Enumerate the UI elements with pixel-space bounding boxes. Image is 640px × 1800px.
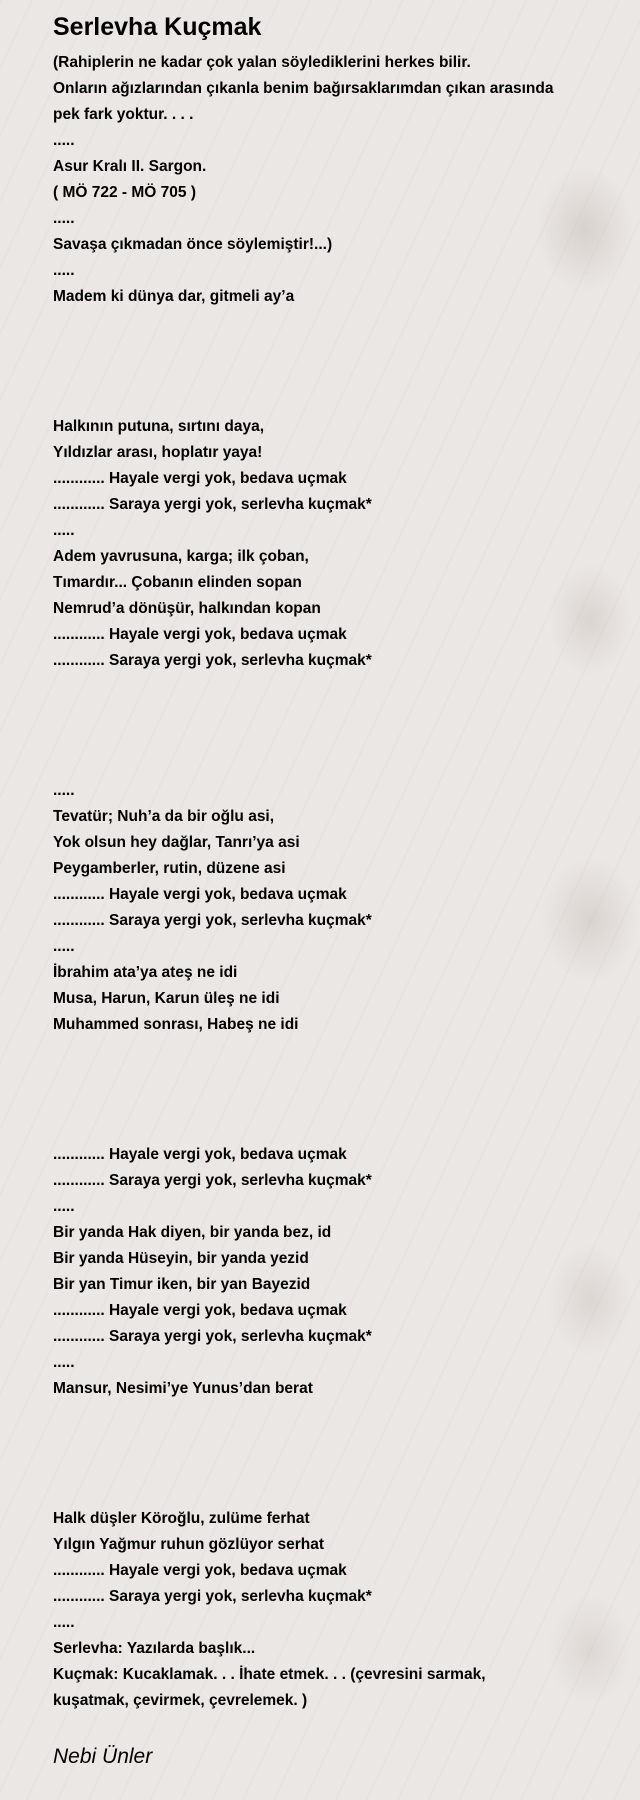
poem-line: ............ Saraya yergi yok, serlevha kuçmak* [53,496,372,513]
poem-line: Peygamberler, rutin, düzene asi [53,860,286,877]
poem-line: Tevatür; Nuh’a da bir oğlu asi, [53,808,275,825]
stanza-gap [53,1454,613,1480]
poem-line: ..... [53,1614,75,1631]
poem-line: Halk düşler Köroğlu, zulüme ferhat [53,1510,310,1527]
stanza-gap [53,1038,613,1064]
poem-title: Serlevha Kuçmak [53,13,262,41]
poem-line: Serlevha: Yazılarda başlık... [53,1640,256,1657]
stanza-gap [53,1480,613,1506]
stanza-gap [53,1090,613,1116]
poem-line: ..... [53,1198,75,1215]
poem-line: Bir yan Timur iken, bir yan Bayezid [53,1276,311,1293]
poem-line: ............ Hayale vergi yok, bedava uçmak [53,1562,347,1579]
poem-line: Adem yavrusuna, karga; ilk çoban, [53,548,309,565]
poem-line: ............ Saraya yergi yok, serlevha kuçmak* [53,652,372,669]
poem-line: ..... [53,262,75,279]
stanza-gap [53,1428,613,1454]
poem-line: ............ Hayale vergi yok, bedava uçmak [53,626,347,643]
poem-line: Yılgın Yağmur ruhun gözlüyor serhat [53,1536,325,1553]
poem-line: (Rahiplerin ne kadar çok yalan söylediklerini herkes bilir. [53,54,471,71]
poem-line: Yok olsun hey dağlar, Tanrı’ya asi [53,834,300,851]
poem-line: pek fark yoktur. . . . [53,106,194,123]
poem-line: ( MÖ 722 - MÖ 705 ) [53,184,196,201]
stanza-gap [53,362,613,388]
poem-line: ............ Hayale vergi yok, bedava uçmak [53,1302,347,1319]
poem-line: Mansur, Nesimi’ye Yunus’dan berat [53,1380,313,1397]
stanza-gap [53,388,613,414]
poem-line: Onların ağızlarından çıkanla benim bağırsaklarımdan çıkan arasında [53,80,554,97]
poem-line: Tımardır... Çobanın elinden sopan [53,574,302,591]
poem-author[interactable]: Nebi Ünler [53,1745,153,1768]
poem-line: ..... [53,522,75,539]
poem-line: Musa, Harun, Karun üleş ne idi [53,990,280,1007]
poem-line: İbrahim ata’ya ateş ne idi [53,964,238,981]
poem-line: Muhammed sonrası, Habeş ne idi [53,1016,299,1033]
poem-line: ............ Saraya yergi yok, serlevha kuçmak* [53,1588,372,1605]
poem-line: Asur Kralı II. Sargon. [53,158,207,175]
poem-line: ............ Hayale vergi yok, bedava uçmak [53,886,347,903]
poem-line: Nemrud’a dönüşür, halkından kopan [53,600,321,617]
poem-line: ............ Saraya yergi yok, serlevha kuçmak* [53,1328,372,1345]
poem-line: Bir yanda Hak diyen, bir yanda bez, id [53,1224,332,1241]
stanza-gap [53,752,613,778]
stanza-gap [53,726,613,752]
poem-line: ............ Saraya yergi yok, serlevha kuçmak* [53,1172,372,1189]
stanza-gap [53,1116,613,1142]
stanza-gap [53,336,613,362]
poem-line: Madem ki dünya dar, gitmeli ay’a [53,288,295,305]
poem-line: ............ Saraya yergi yok, serlevha kuçmak* [53,912,372,929]
poem-page [53,10,613,1770]
poem-line: ..... [53,132,75,149]
poem-line: Yıldızlar arası, hoplatır yaya! [53,444,263,461]
poem-line: Halkının putuna, sırtını daya, [53,418,265,435]
poem-line: Bir yanda Hüseyin, bir yanda yezid [53,1250,309,1267]
poem-line: ..... [53,210,75,227]
stanza-gap [53,700,613,726]
poem-line: ............ Hayale vergi yok, bedava uçmak [53,1146,347,1163]
poem-line: ..... [53,782,75,799]
poem-line: Kuçmak: Kucaklamak. . . İhate etmek. . . (çevresini sarmak, [53,1666,486,1683]
stanza-gap [53,310,613,336]
stanza-gap [53,1402,613,1428]
poem-body [53,50,613,1714]
poem-line: ..... [53,938,75,955]
stanza-gap [53,674,613,700]
poem-line: kuşatmak, çevirmek, çevrelemek. ) [53,1692,308,1709]
stanza-gap [53,1064,613,1090]
poem-line: ..... [53,1354,75,1371]
poem-line: Savaşa çıkmadan önce söylemiştir!...) [53,236,333,253]
poem-line: ............ Hayale vergi yok, bedava uçmak [53,470,347,487]
